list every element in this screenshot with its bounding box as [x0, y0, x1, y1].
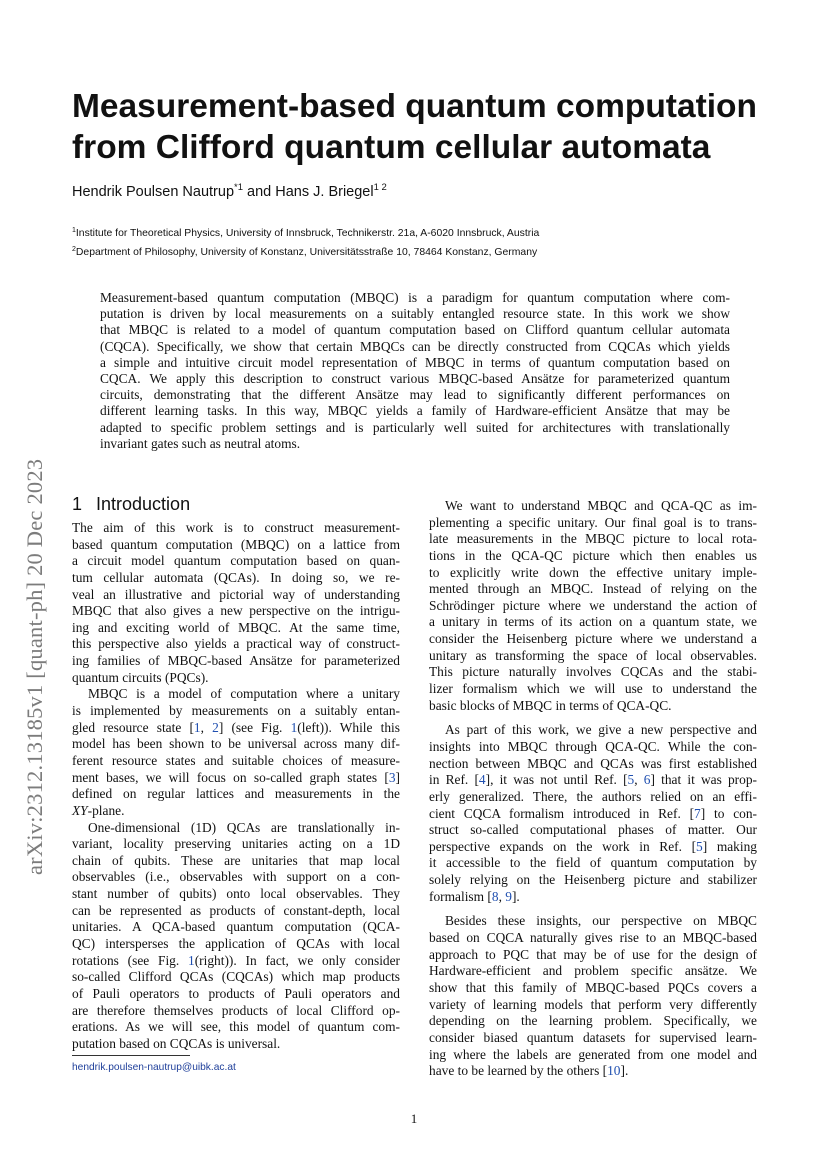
section-heading [72, 494, 190, 515]
body-line: model has been shown to be universal across many dif- [72, 736, 400, 752]
citation-link[interactable]: 6 [643, 772, 651, 788]
body-line: approach to PQC that may be of use for the design of [429, 946, 757, 962]
author-name: Hans J. Briegel [275, 184, 374, 200]
citation-link[interactable]: 3 [388, 769, 396, 785]
body-line: a circuit model quantum computation based on quan- [72, 553, 400, 569]
body-line: tum cellular automata (QCAs). In doing so, we re- [72, 569, 400, 585]
arxiv-identifier-stamp: arXiv:2312.13185v1 [quant-ph] 20 Dec 2023 [22, 458, 47, 875]
body-line: variant, locality preserving unitaries acting on a 1D [72, 836, 400, 852]
body-line: lizer formalism which we will use to understand the [429, 681, 757, 697]
citation-link[interactable]: 10 [607, 1063, 621, 1079]
section-title: Introduction [96, 494, 191, 514]
title-line-2: from Clifford quantum cellular automata [72, 129, 711, 166]
abstract-line: different learning tasks. In this way, MBQC yields a family of Hardware-efficient Ansätze that may be [100, 403, 730, 419]
body-line: We want to understand MBQC and QCA-QC as im- [445, 498, 757, 513]
body-line: putation based on CQCAs is universal. [72, 1035, 281, 1051]
abstract-line: that MBQC is related to a model of quantum computation based on Clifford quantum cellular automata [100, 322, 730, 338]
author-list [72, 184, 387, 200]
body-line: of Pauli operators to products of Pauli operators and [72, 985, 400, 1001]
body-line: are therefore themselves products of local Clifford op- [72, 1002, 400, 1018]
body-line: unitary as transforming the space of local observables. [429, 647, 757, 663]
body-line: is implemented by measurements on a suitably entan- [72, 703, 400, 719]
body-line: show that this family of MBQC-based PQCs covers a [429, 979, 757, 995]
author-affiliation-marks: 1 2 [373, 182, 387, 193]
body-line: stant number of qubits) onto local observables. They [72, 886, 400, 902]
citation-link[interactable]: 5 [627, 772, 635, 788]
body-line: tions in the QCA-QC picture which then enables us [429, 547, 757, 563]
title-line-1: Measurement-based quantum computation [72, 88, 757, 125]
citation-link[interactable]: 4 [478, 772, 486, 788]
body-line: ing families of MBQC-based Ansätze for parameterized [72, 653, 400, 669]
body-line: One-dimensional (1D) QCAs are translationally in- [88, 819, 400, 835]
body-line: plementing a specific unitary. Our final goal is to trans- [429, 514, 757, 530]
affiliation [72, 247, 537, 258]
body-line: variety of learning models that perform very differently [429, 996, 757, 1012]
abstract-line: CQCA. We apply this description to construct various MBQC-based Ansätze for parameterized quantum [100, 370, 730, 386]
body-line: ment bases, we will focus on so-called graph states [3] [72, 769, 400, 785]
paper-title [72, 86, 772, 168]
body-line: ferent resource states and suitable choices of measure- [72, 752, 400, 768]
body-line: formalism [8, 9]. [429, 888, 520, 904]
citation-link[interactable]: 5 [696, 838, 703, 854]
right-column [429, 498, 757, 1080]
body-line: to explicitly write down the effective unitary imple- [429, 564, 757, 580]
body-line: As part of this work, we give a new perspective and [445, 722, 757, 738]
body-line: ing where the labels are generated from one model and [429, 1046, 757, 1062]
body-line: basic blocks of MBQC in terms of QCA-QC. [429, 697, 672, 713]
body-line: cient CQCA formalism introduced in Ref. [7] to con- [429, 805, 757, 821]
body-line: insights into MBQC through QCA-QC. While the con- [429, 738, 757, 754]
body-line: chain of qubits. These are unitaries that map local [72, 852, 400, 868]
body-line: consider the Heisenberg picture where we understand a [429, 631, 757, 647]
body-line: solely relying on the Heisenberg picture and stabilizer [429, 872, 757, 888]
body-line: mented through an MBQC. Instead of relying on the [429, 581, 757, 597]
citation-link[interactable]: 9 [505, 888, 512, 904]
body-line: have to be learned by the others [10]. [429, 1063, 629, 1079]
body-line: MBQC is a model of computation where a unitary [88, 686, 400, 702]
body-line: ing and exciting world of MBQC. At the same time, [72, 619, 400, 635]
body-line: gled resource state [1, 2] (see Fig. 1(left)). While this [72, 719, 400, 735]
abstract-line: circuits, demonstrating that the different Ansätze may lead to significantly different performances on [100, 387, 730, 403]
body-line: MBQC that also gives a new perspective on the intrigu- [72, 603, 400, 619]
body-line: Hardware-efficient and problem specific ansätze. We [429, 963, 757, 979]
abstract [100, 290, 730, 452]
author-name: Hendrik Poulsen Nautrup [72, 184, 235, 200]
figure-link[interactable]: 1 [188, 952, 195, 968]
body-line: can be represented as products of constant-depth, local [72, 902, 400, 918]
body-line: The aim of this work is to construct measurement- [72, 520, 400, 535]
body-line: based on CQCA naturally gives rise to an MBQC-based [429, 930, 757, 946]
body-line: consider biased quantum datasets for supervised learn- [429, 1029, 757, 1045]
affiliation-mark: 2 [72, 246, 76, 253]
body-line: XY-plane. [72, 802, 125, 818]
body-line: based quantum computation (MBQC) on a lattice from [72, 536, 400, 552]
affiliation-text: Institute for Theoretical Physics, University of Innsbruck, Technikerstr. 21a, A-6020 Innsbruck, Austria [75, 228, 540, 239]
abstract-line: putation is driven by local measurements on a suitably entangled resource state. In this work we show [100, 306, 730, 322]
affiliation [72, 228, 539, 239]
left-column [72, 520, 400, 1053]
body-line: erations. As we will see, this model of quantum com- [72, 1019, 400, 1035]
body-line: a unitary in terms of its action on a quantum state, we [429, 614, 757, 630]
body-line: late measurements in the MBQC picture to local rota- [429, 531, 757, 547]
body-line: perspective expands on the work in Ref. [5] making [429, 838, 757, 854]
citation-link[interactable]: 2 [212, 719, 219, 735]
body-line: defined on regular lattices and measurements in the [72, 786, 400, 802]
author-conjunction: and [247, 184, 272, 200]
section-number: 1 [72, 494, 83, 514]
affiliation-text: Department of Philosophy, University of Konstanz, Universitätsstraße 10, 78464 Konstanz, Germany [75, 247, 538, 258]
body-line: observables (i.e., observables with support on a con- [72, 869, 400, 885]
body-line: this perspective also yields a practical way of construct- [72, 636, 400, 652]
body-line: depending on the learning problem. Specifically, we [429, 1013, 757, 1029]
figure-link[interactable]: 1 [290, 719, 298, 735]
abstract-line: invariant gates such as neutral atoms. [100, 435, 301, 451]
author-affiliation-marks: *1 [234, 182, 243, 193]
abstract-line: a simple and intuitive circuit model representation of MBQC in terms of quantum computation based on [100, 354, 730, 370]
page-number: 1 [410, 1111, 418, 1126]
body-line: so-called Clifford QCAs (CQCAs) which map products [72, 969, 400, 985]
body-line: it accessible to the field of quantum computation by [429, 855, 757, 871]
body-line: veal an illustrative and pictorial way of understanding [72, 586, 400, 602]
body-line: nection between MBQC and QCAs was first established [429, 755, 757, 771]
body-line: erly generalized. There, the authors relied on an effi- [429, 788, 757, 804]
body-line: QC) intersperses the application of QCAs with local [72, 936, 400, 952]
body-line: unitaries. A QCA-based quantum computation (QCA- [72, 919, 400, 935]
affiliation-mark: 1 [72, 227, 76, 234]
abstract-line: Measurement-based quantum computation (MBQC) is a paradigm for quantum computation where com- [100, 290, 730, 305]
citation-link[interactable]: 1 [193, 719, 201, 735]
math-symbol: XY [72, 802, 88, 818]
abstract-line: adapted to specific problem settings and is particularly well suited for architectures with translationally [100, 419, 730, 435]
body-line: This picture naturally involves CQCAs and the stabi- [429, 664, 757, 680]
abstract-line: (CQCA). Specifically, we show that certain MBQCs can be directly constructed from CQCAs which yields [100, 338, 730, 354]
body-line: rotations (see Fig. 1(right)). In fact, we only consider [72, 952, 401, 968]
body-line: in Ref. [4], it was not until Ref. [5, 6] that it was prop- [429, 772, 757, 788]
body-line: Schrödinger picture where we understand the action of [429, 597, 757, 613]
body-line: struct so-called computational phases of matter. Our [429, 822, 757, 838]
citation-link[interactable]: 7 [694, 805, 701, 821]
body-line: Besides these insights, our perspective on MBQC [445, 913, 757, 929]
body-line: quantum circuits (PQCs). [72, 669, 209, 685]
citation-link[interactable]: 8 [491, 888, 499, 904]
footnote-email-link[interactable]: hendrik.poulsen-nautrup@uibk.ac.at [72, 1062, 236, 1073]
footnote-divider [72, 1055, 190, 1056]
